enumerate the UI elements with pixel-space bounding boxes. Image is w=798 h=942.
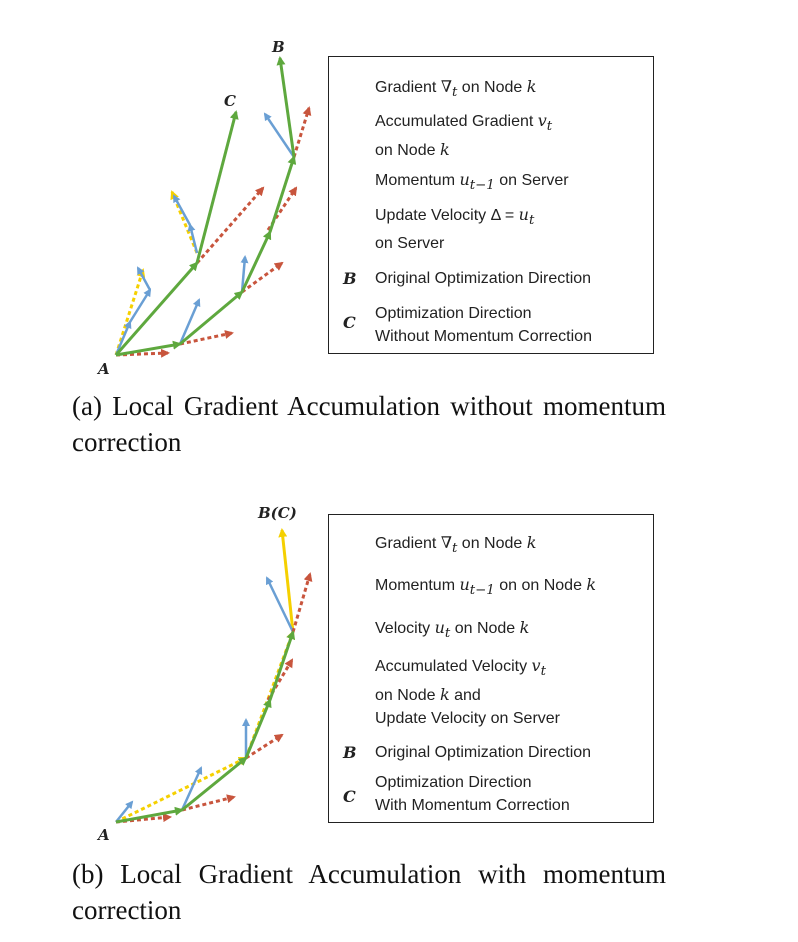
- legend-c-letter-b: C: [343, 787, 356, 806]
- legend-momentum-text: Momentum $u_{t-1}$ on Server: [375, 170, 569, 194]
- legend-accumulated-text: Accumulated Gradient $v_t$ on Node k: [375, 111, 553, 160]
- legend-panel-a: [328, 56, 654, 354]
- legend-c-letter: C: [343, 313, 356, 332]
- legend-velocity-text-b: Velocity $u_t$ on Node k: [375, 618, 530, 642]
- point-a-label-b: A: [98, 826, 110, 844]
- legend-b-letter-b: B: [343, 743, 357, 762]
- legend-accumulated-text-b: Accumulated Velocity $v_t$ on Node k and Update Velocity on Server: [375, 656, 560, 728]
- panel-b-diagram: [96, 504, 310, 844]
- legend-panel-b: [328, 514, 654, 823]
- velocity-arrows-b: [116, 632, 293, 822]
- accumulated-velocity-arrows: [116, 530, 293, 822]
- panel-a-diagram: [96, 38, 309, 378]
- legend-gradient-text-b: Gradient $\nabla_t$ on Node k: [375, 533, 537, 557]
- caption-b: (b) Local Gradient Accumulation with momentum correction: [72, 859, 666, 925]
- point-c-label: C: [224, 92, 236, 110]
- legend-momentum-text-b: Momentum $u_{t-1}$ on on Node k: [375, 575, 597, 599]
- gradient-arrows-b: [116, 578, 293, 822]
- legend-c-text: Optimization Direction Without Momentum Correction: [375, 305, 592, 345]
- legend-b-text: Original Optimization Direction: [375, 270, 592, 287]
- point-b-label: B: [272, 38, 285, 56]
- legend-b-text-b: Original Optimization Direction: [375, 744, 592, 761]
- update-velocity-arrows: [116, 58, 294, 355]
- legend-gradient-text: Gradient $\nabla_t$ on Node k: [375, 77, 537, 101]
- point-a-label: A: [98, 360, 110, 378]
- legend-update-text: Update Velocity $\Delta = u_t$ on Server: [375, 205, 535, 253]
- legend-b-letter: B: [343, 269, 357, 288]
- caption-a: (a) Local Gradient Accumulation without momentum correction: [72, 391, 666, 457]
- legend-c-text-b: Optimization Direction With Momentum Correction: [375, 774, 570, 814]
- point-bc-label: B(C): [258, 504, 297, 522]
